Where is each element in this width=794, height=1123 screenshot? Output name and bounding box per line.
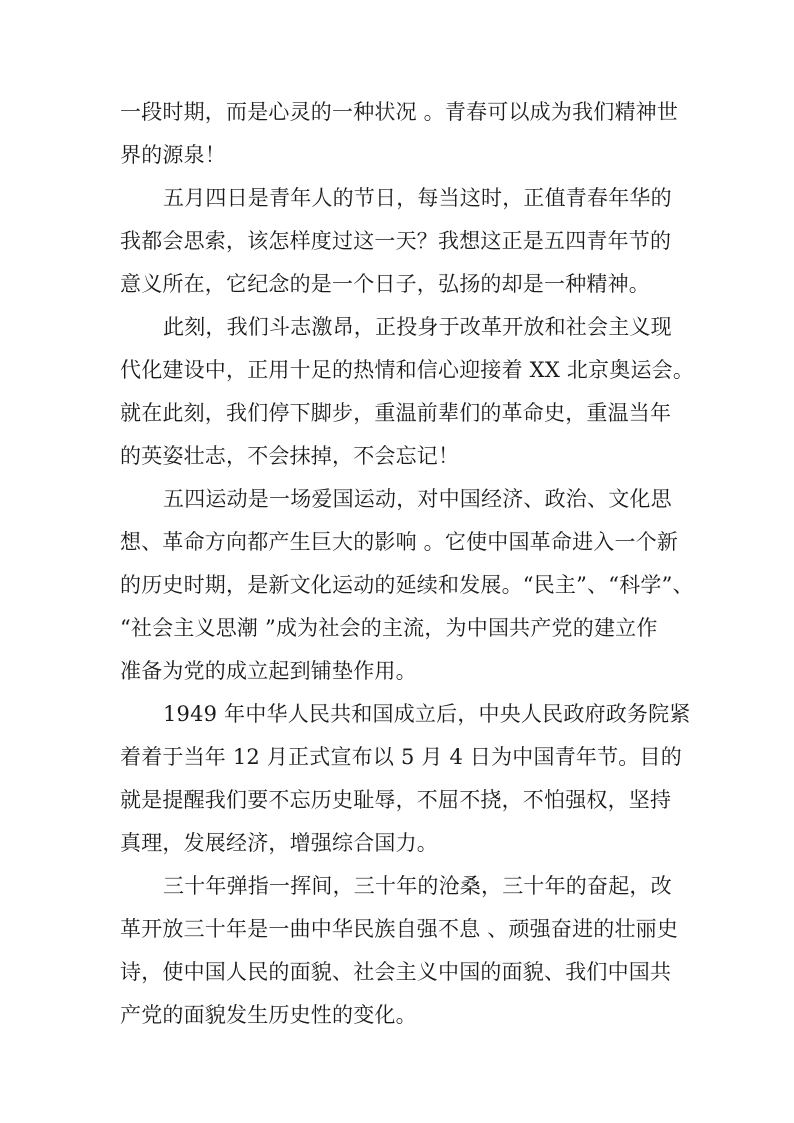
paragraph-first-line: 三十年弹指一挥间，三十年的沧桑，三十年的奋起，改 xyxy=(163,874,672,898)
text-line: 就在此刻，我们停下脚步，重温前辈们的革命史，重温当年 xyxy=(120,401,672,425)
text-line: 的历史时期，是新文化运动的延续和发展。“民主”、“科学”、 xyxy=(120,573,694,597)
text-line: 真理，发展经济，增强综合国力。 xyxy=(120,831,438,855)
text-line: 准备为党的成立起到铺垫作用。 xyxy=(120,659,417,683)
text-line: 着着于当年 12 月正式宣布以 5 月 4 日为中国青年节。目的 xyxy=(120,745,682,769)
text-line: “社会主义思潮 ”成为社会的主流，为中国共产党的建立作 xyxy=(120,616,658,640)
text-line: 意义所在，它纪念的是一个日子，弘扬的却是一种精神。 xyxy=(120,272,650,296)
paragraph-first-line: 此刻，我们斗志激昂，正投身于改革开放和社会主义现 xyxy=(163,315,672,339)
text-line: 代化建设中，正用十足的热情和信心迎接着 XX 北京奥运会。 xyxy=(120,358,695,382)
paragraph-first-line: 五月四日是青年人的节日，每当这时，正值青春年华的 xyxy=(163,186,672,210)
text-line: 想、革命方向都产生巨大的影响 。它使中国革命进入一个新 xyxy=(120,530,679,554)
text-line: 诗，使中国人民的面貌、社会主义中国的面貌、我们中国共 xyxy=(120,960,672,984)
paragraph-first-line: 1949 年中华人民共和国成立后，中央人民政府政务院紧 xyxy=(163,702,691,726)
text-line: 的英姿壮志，不会抹掉，不会忘记！ xyxy=(120,444,460,468)
text-line: 产党的面貌发生历史性的变化。 xyxy=(120,1003,417,1027)
text-line: 就是提醒我们要不忘历史耻辱，不屈不挠，不怕强权，坚持 xyxy=(120,788,672,812)
text-line: 我都会思索，该怎样度过这一天？我想这正是五四青年节的 xyxy=(120,229,672,253)
text-line: 界的源泉！ xyxy=(120,143,226,167)
text-line: 一段时期，而是心灵的一种状况 。青春可以成为我们精神世 xyxy=(120,100,679,124)
paragraph-first-line: 五四运动是一场爱国运动，对中国经济、政治、文化思 xyxy=(163,487,672,511)
text-line: 革开放三十年是一曲中华民族自强不息 、顽强奋进的壮丽史 xyxy=(120,917,679,941)
